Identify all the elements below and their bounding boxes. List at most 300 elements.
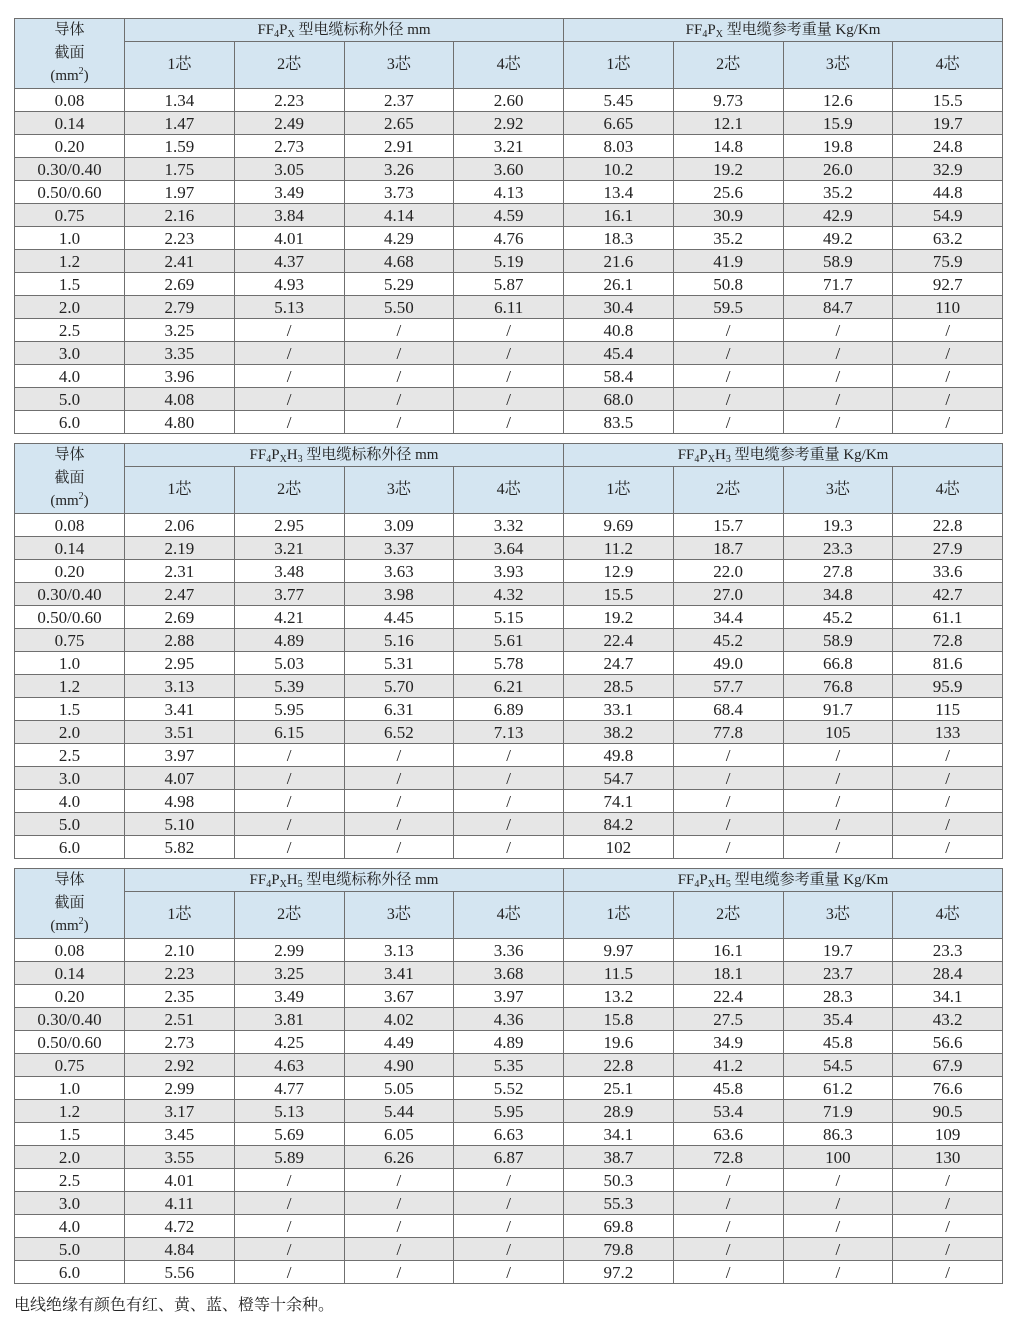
- weight-cell: 34.1: [564, 1123, 674, 1146]
- weight-cell: 23.3: [783, 537, 893, 560]
- weight-cell: 77.8: [673, 721, 783, 744]
- weight-header-text: H: [714, 871, 726, 888]
- weight-cell: /: [673, 744, 783, 767]
- outer-diameter-cell: /: [344, 388, 454, 411]
- weight-cell: 22.8: [893, 514, 1003, 537]
- weight-cell: 19.3: [783, 514, 893, 537]
- outer-diameter-cell: 6.05: [344, 1123, 454, 1146]
- cross-section-header-unit: (mm: [50, 493, 79, 509]
- outer-diameter-cell: 3.21: [234, 537, 344, 560]
- outer-diameter-cell: /: [344, 1169, 454, 1192]
- table-row: [15, 962, 1003, 985]
- weight-cell: 56.6: [893, 1031, 1003, 1054]
- weight-cell: /: [783, 790, 893, 813]
- weight-cell: 13.2: [564, 985, 674, 1008]
- weight-header-sub: 5: [725, 878, 731, 890]
- cross-section-cell: 0.50/0.60: [15, 1031, 125, 1054]
- table-row: [15, 560, 1003, 583]
- outer-diameter-cell: /: [344, 342, 454, 365]
- cross-section-cell: 2.5: [15, 319, 125, 342]
- table-row: [15, 629, 1003, 652]
- cross-section-cell: 1.5: [15, 1123, 125, 1146]
- weight-header-sub: 3: [725, 453, 731, 465]
- weight-cell: 102: [564, 836, 674, 859]
- outer-diameter-cell: 3.09: [344, 514, 454, 537]
- outer-diameter-cell: 3.37: [344, 537, 454, 560]
- weight-cell: 9.69: [564, 514, 674, 537]
- weight-header: [564, 869, 1003, 892]
- outer-diameter-header-sub: 4: [266, 878, 272, 890]
- outer-diameter-cell: 2.95: [234, 514, 344, 537]
- weight-cell: /: [673, 1238, 783, 1261]
- weight-cell: /: [783, 1169, 893, 1192]
- outer-diameter-cell: 3.81: [234, 1008, 344, 1031]
- core-count-header: 1芯: [125, 42, 235, 89]
- outer-diameter-cell: 6.89: [454, 698, 564, 721]
- weight-cell: 76.8: [783, 675, 893, 698]
- outer-diameter-header: [125, 19, 564, 42]
- weight-cell: 38.2: [564, 721, 674, 744]
- weight-cell: 28.5: [564, 675, 674, 698]
- outer-diameter-cell: /: [234, 790, 344, 813]
- weight-cell: /: [893, 319, 1003, 342]
- table-row: [15, 1077, 1003, 1100]
- outer-diameter-header-text: P: [271, 871, 280, 888]
- outer-diameter-cell: 4.59: [454, 204, 564, 227]
- cross-section-cell: 1.2: [15, 1100, 125, 1123]
- weight-cell: 74.1: [564, 790, 674, 813]
- outer-diameter-cell: 2.23: [125, 227, 235, 250]
- core-count-header: 2芯: [673, 467, 783, 514]
- weight-cell: /: [783, 744, 893, 767]
- weight-cell: 14.8: [673, 135, 783, 158]
- weight-header-text: FF: [677, 871, 695, 888]
- weight-cell: 15.5: [893, 89, 1003, 112]
- cross-section-header: [15, 869, 125, 939]
- cross-section-cell: 3.0: [15, 767, 125, 790]
- weight-cell: 21.6: [564, 250, 674, 273]
- outer-diameter-cell: 4.89: [454, 1031, 564, 1054]
- weight-cell: 59.5: [673, 296, 783, 319]
- weight-cell: 95.9: [893, 675, 1003, 698]
- weight-header: [564, 444, 1003, 467]
- weight-cell: 15.5: [564, 583, 674, 606]
- cross-section-cell: 6.0: [15, 836, 125, 859]
- outer-diameter-cell: 3.13: [344, 939, 454, 962]
- outer-diameter-header-sub: X: [279, 878, 287, 890]
- cross-section-header: [15, 444, 125, 514]
- table-row: [15, 767, 1003, 790]
- cross-section-cell: 0.20: [15, 560, 125, 583]
- core-count-header: 3芯: [344, 467, 454, 514]
- weight-header-text: 型电缆参考重量 Kg/Km: [722, 21, 881, 38]
- weight-cell: 90.5: [893, 1100, 1003, 1123]
- outer-diameter-cell: 7.13: [454, 721, 564, 744]
- outer-diameter-cell: 4.49: [344, 1031, 454, 1054]
- cross-section-cell: 0.14: [15, 962, 125, 985]
- outer-diameter-cell: 5.89: [234, 1146, 344, 1169]
- cross-section-cell: 2.0: [15, 1146, 125, 1169]
- outer-diameter-cell: /: [454, 790, 564, 813]
- weight-cell: 72.8: [673, 1146, 783, 1169]
- weight-cell: 54.5: [783, 1054, 893, 1077]
- outer-diameter-cell: /: [344, 319, 454, 342]
- outer-diameter-cell: 2.69: [125, 606, 235, 629]
- outer-diameter-cell: 3.13: [125, 675, 235, 698]
- outer-diameter-cell: /: [234, 813, 344, 836]
- weight-cell: 27.5: [673, 1008, 783, 1031]
- outer-diameter-cell: /: [454, 1261, 564, 1284]
- table-row: [15, 537, 1003, 560]
- weight-cell: 35.2: [783, 181, 893, 204]
- outer-diameter-cell: 6.52: [344, 721, 454, 744]
- cross-section-cell: 5.0: [15, 1238, 125, 1261]
- cross-section-cell: 0.50/0.60: [15, 181, 125, 204]
- weight-header-sub: 4: [694, 878, 700, 890]
- outer-diameter-cell: /: [344, 1192, 454, 1215]
- weight-header-text: 型电缆参考重量 Kg/Km: [730, 446, 889, 463]
- weight-cell: 18.3: [564, 227, 674, 250]
- cross-section-cell: 2.5: [15, 744, 125, 767]
- weight-cell: 15.7: [673, 514, 783, 537]
- outer-diameter-cell: 4.77: [234, 1077, 344, 1100]
- weight-cell: /: [673, 767, 783, 790]
- footnote: 电线绝缘有颜色有红、黄、蓝、橙等十余种。: [14, 1295, 335, 1314]
- weight-cell: 44.8: [893, 181, 1003, 204]
- cross-section-cell: 5.0: [15, 388, 125, 411]
- core-header-row: [15, 892, 1003, 939]
- core-count-header: 4芯: [893, 42, 1003, 89]
- cross-section-cell: 6.0: [15, 411, 125, 434]
- table-row: [15, 112, 1003, 135]
- outer-diameter-cell: 4.90: [344, 1054, 454, 1077]
- outer-diameter-cell: 3.77: [234, 583, 344, 606]
- table-row: [15, 319, 1003, 342]
- outer-diameter-cell: /: [344, 790, 454, 813]
- outer-diameter-cell: 5.50: [344, 296, 454, 319]
- outer-diameter-cell: /: [234, 1215, 344, 1238]
- weight-cell: 33.6: [893, 560, 1003, 583]
- cross-section-header-unit-sup: 2: [78, 916, 84, 927]
- core-count-header: 1芯: [564, 467, 674, 514]
- outer-diameter-cell: /: [234, 1169, 344, 1192]
- outer-diameter-cell: 3.45: [125, 1123, 235, 1146]
- weight-header-sub: X: [715, 28, 723, 40]
- weight-cell: 16.1: [673, 939, 783, 962]
- weight-cell: 92.7: [893, 273, 1003, 296]
- weight-cell: 57.7: [673, 675, 783, 698]
- table-row: [15, 1054, 1003, 1077]
- cross-section-cell: 0.75: [15, 629, 125, 652]
- outer-diameter-cell: /: [344, 411, 454, 434]
- cross-section-header-unit: (mm: [50, 68, 79, 84]
- outer-diameter-header-sub: X: [279, 453, 287, 465]
- weight-cell: /: [893, 365, 1003, 388]
- table-row: [15, 836, 1003, 859]
- weight-cell: /: [783, 836, 893, 859]
- outer-diameter-cell: 3.96: [125, 365, 235, 388]
- outer-diameter-cell: 4.21: [234, 606, 344, 629]
- table-row: [15, 1192, 1003, 1215]
- weight-cell: /: [783, 1192, 893, 1215]
- cross-section-cell: 4.0: [15, 790, 125, 813]
- weight-cell: /: [673, 388, 783, 411]
- weight-header-text: 型电缆参考重量 Kg/Km: [730, 871, 889, 888]
- core-count-header: 4芯: [893, 467, 1003, 514]
- core-count-header: 3芯: [344, 892, 454, 939]
- weight-cell: /: [893, 1261, 1003, 1284]
- outer-diameter-header-sub: 4: [266, 453, 272, 465]
- weight-cell: 97.2: [564, 1261, 674, 1284]
- weight-cell: 133: [893, 721, 1003, 744]
- outer-diameter-cell: 3.60: [454, 158, 564, 181]
- table-row: [15, 790, 1003, 813]
- weight-cell: 115: [893, 698, 1003, 721]
- weight-cell: 24.7: [564, 652, 674, 675]
- weight-cell: 54.9: [893, 204, 1003, 227]
- weight-cell: 49.0: [673, 652, 783, 675]
- weight-cell: 19.7: [893, 112, 1003, 135]
- outer-diameter-cell: 1.47: [125, 112, 235, 135]
- weight-cell: 15.8: [564, 1008, 674, 1031]
- weight-cell: /: [893, 411, 1003, 434]
- weight-cell: 28.9: [564, 1100, 674, 1123]
- outer-diameter-header-sub: 5: [297, 878, 303, 890]
- weight-cell: 32.9: [893, 158, 1003, 181]
- cross-section-cell: 1.2: [15, 675, 125, 698]
- outer-diameter-cell: 5.35: [454, 1054, 564, 1077]
- outer-diameter-cell: 3.97: [454, 985, 564, 1008]
- weight-cell: 66.8: [783, 652, 893, 675]
- weight-header-text: P: [699, 446, 708, 463]
- cross-section-cell: 0.75: [15, 1054, 125, 1077]
- core-count-header: 1芯: [125, 467, 235, 514]
- weight-cell: /: [673, 1261, 783, 1284]
- weight-header-sub: 4: [702, 28, 708, 40]
- weight-header: [564, 19, 1003, 42]
- outer-diameter-cell: 4.80: [125, 411, 235, 434]
- table-row: [15, 250, 1003, 273]
- cross-section-header-unit: ): [83, 68, 89, 84]
- table-row: [15, 181, 1003, 204]
- outer-diameter-cell: /: [454, 1169, 564, 1192]
- cross-section-cell: 0.14: [15, 112, 125, 135]
- weight-cell: 12.1: [673, 112, 783, 135]
- table-row: [15, 583, 1003, 606]
- outer-diameter-cell: 3.55: [125, 1146, 235, 1169]
- weight-cell: 49.2: [783, 227, 893, 250]
- weight-cell: 50.8: [673, 273, 783, 296]
- weight-cell: 34.9: [673, 1031, 783, 1054]
- table-row: [15, 296, 1003, 319]
- cross-section-header-line: 导体: [54, 447, 85, 463]
- outer-diameter-cell: 2.99: [125, 1077, 235, 1100]
- outer-diameter-header-sub: X: [287, 28, 295, 40]
- table-row: [15, 744, 1003, 767]
- weight-header-text: P: [699, 871, 708, 888]
- outer-diameter-cell: 3.25: [125, 319, 235, 342]
- outer-diameter-cell: 5.05: [344, 1077, 454, 1100]
- weight-cell: /: [673, 319, 783, 342]
- weight-cell: 71.7: [783, 273, 893, 296]
- weight-cell: 5.45: [564, 89, 674, 112]
- outer-diameter-cell: 4.32: [454, 583, 564, 606]
- weight-cell: 23.3: [893, 939, 1003, 962]
- weight-cell: 12.6: [783, 89, 893, 112]
- outer-diameter-cell: 4.68: [344, 250, 454, 273]
- weight-cell: 19.8: [783, 135, 893, 158]
- weight-cell: /: [673, 1215, 783, 1238]
- outer-diameter-header-text: P: [279, 21, 288, 38]
- outer-diameter-header-text: 型电缆标称外径 mm: [302, 446, 439, 463]
- outer-diameter-header-text: FF: [257, 21, 275, 38]
- outer-diameter-cell: /: [344, 813, 454, 836]
- cross-section-cell: 0.30/0.40: [15, 158, 125, 181]
- outer-diameter-cell: /: [234, 836, 344, 859]
- weight-cell: 30.9: [673, 204, 783, 227]
- weight-cell: /: [783, 813, 893, 836]
- outer-diameter-cell: 4.01: [234, 227, 344, 250]
- outer-diameter-cell: 4.84: [125, 1238, 235, 1261]
- weight-cell: /: [783, 1261, 893, 1284]
- cross-section-header-line: 截面: [54, 895, 85, 911]
- outer-diameter-cell: 3.32: [454, 514, 564, 537]
- outer-diameter-cell: /: [234, 365, 344, 388]
- outer-diameter-cell: 3.48: [234, 560, 344, 583]
- outer-diameter-cell: /: [234, 1261, 344, 1284]
- cross-section-header-unit: ): [83, 493, 89, 509]
- weight-cell: 58.4: [564, 365, 674, 388]
- weight-cell: 100: [783, 1146, 893, 1169]
- weight-cell: 27.0: [673, 583, 783, 606]
- weight-cell: 49.8: [564, 744, 674, 767]
- table-row: [15, 1215, 1003, 1238]
- outer-diameter-header: [125, 444, 564, 467]
- outer-diameter-header: [125, 869, 564, 892]
- weight-cell: /: [673, 342, 783, 365]
- outer-diameter-cell: 5.69: [234, 1123, 344, 1146]
- weight-cell: 25.6: [673, 181, 783, 204]
- outer-diameter-cell: 4.11: [125, 1192, 235, 1215]
- cross-section-header-line: 导体: [54, 22, 85, 38]
- weight-cell: 53.4: [673, 1100, 783, 1123]
- weight-cell: 71.9: [783, 1100, 893, 1123]
- weight-cell: 109: [893, 1123, 1003, 1146]
- outer-diameter-cell: /: [234, 1192, 344, 1215]
- weight-cell: 27.9: [893, 537, 1003, 560]
- cross-section-cell: 0.08: [15, 89, 125, 112]
- table-row: [15, 204, 1003, 227]
- weight-cell: 28.3: [783, 985, 893, 1008]
- weight-cell: 45.4: [564, 342, 674, 365]
- cross-section-cell: 0.20: [15, 985, 125, 1008]
- outer-diameter-cell: 3.35: [125, 342, 235, 365]
- weight-cell: 35.4: [783, 1008, 893, 1031]
- outer-diameter-header-sub: 3: [297, 453, 303, 465]
- weight-header-sub: 4: [694, 453, 700, 465]
- outer-diameter-cell: 2.23: [125, 962, 235, 985]
- table-row: [15, 89, 1003, 112]
- outer-diameter-cell: /: [234, 388, 344, 411]
- table-row: [15, 342, 1003, 365]
- weight-cell: 58.9: [783, 250, 893, 273]
- outer-diameter-cell: 4.36: [454, 1008, 564, 1031]
- header-row: [15, 869, 1003, 892]
- weight-cell: 19.7: [783, 939, 893, 962]
- weight-cell: 12.9: [564, 560, 674, 583]
- weight-cell: 63.2: [893, 227, 1003, 250]
- outer-diameter-cell: /: [454, 319, 564, 342]
- outer-diameter-cell: 5.44: [344, 1100, 454, 1123]
- outer-diameter-cell: 2.47: [125, 583, 235, 606]
- weight-cell: /: [673, 1192, 783, 1215]
- weight-cell: 11.5: [564, 962, 674, 985]
- outer-diameter-cell: 2.41: [125, 250, 235, 273]
- outer-diameter-cell: 2.35: [125, 985, 235, 1008]
- outer-diameter-cell: 3.68: [454, 962, 564, 985]
- weight-cell: 105: [783, 721, 893, 744]
- weight-cell: 9.97: [564, 939, 674, 962]
- outer-diameter-cell: 1.75: [125, 158, 235, 181]
- outer-diameter-cell: 4.63: [234, 1054, 344, 1077]
- weight-cell: 84.2: [564, 813, 674, 836]
- weight-cell: 72.8: [893, 629, 1003, 652]
- weight-cell: /: [673, 813, 783, 836]
- outer-diameter-cell: 3.26: [344, 158, 454, 181]
- cross-section-cell: 0.08: [15, 514, 125, 537]
- outer-diameter-cell: /: [454, 388, 564, 411]
- outer-diameter-cell: /: [234, 342, 344, 365]
- table-row: [15, 388, 1003, 411]
- table-row: [15, 158, 1003, 181]
- weight-cell: /: [893, 388, 1003, 411]
- weight-cell: 30.4: [564, 296, 674, 319]
- outer-diameter-cell: 3.97: [125, 744, 235, 767]
- spec-table-ff4pxh3: [14, 443, 1003, 859]
- cross-section-cell: 0.30/0.40: [15, 583, 125, 606]
- outer-diameter-header-text: P: [271, 446, 280, 463]
- weight-cell: 130: [893, 1146, 1003, 1169]
- core-count-header: 3芯: [783, 892, 893, 939]
- cross-section-cell: 0.08: [15, 939, 125, 962]
- cross-section-header-line: 截面: [54, 470, 85, 486]
- outer-diameter-cell: 4.76: [454, 227, 564, 250]
- cross-section-header: [15, 19, 125, 89]
- table-row: [15, 1008, 1003, 1031]
- outer-diameter-cell: 2.49: [234, 112, 344, 135]
- table-row: [15, 1238, 1003, 1261]
- outer-diameter-cell: 5.95: [234, 698, 344, 721]
- table-row: [15, 1146, 1003, 1169]
- cross-section-cell: 0.14: [15, 537, 125, 560]
- table-row: [15, 1261, 1003, 1284]
- weight-cell: 63.6: [673, 1123, 783, 1146]
- outer-diameter-cell: 5.39: [234, 675, 344, 698]
- weight-cell: 22.4: [673, 985, 783, 1008]
- weight-cell: 79.8: [564, 1238, 674, 1261]
- outer-diameter-cell: /: [234, 767, 344, 790]
- outer-diameter-cell: 3.36: [454, 939, 564, 962]
- core-count-header: 2芯: [234, 42, 344, 89]
- weight-cell: /: [783, 319, 893, 342]
- weight-cell: 10.2: [564, 158, 674, 181]
- weight-cell: 68.4: [673, 698, 783, 721]
- outer-diameter-cell: 2.91: [344, 135, 454, 158]
- outer-diameter-cell: 6.87: [454, 1146, 564, 1169]
- core-count-header: 2芯: [234, 892, 344, 939]
- outer-diameter-cell: 2.95: [125, 652, 235, 675]
- outer-diameter-header-text: 型电缆标称外径 mm: [294, 21, 431, 38]
